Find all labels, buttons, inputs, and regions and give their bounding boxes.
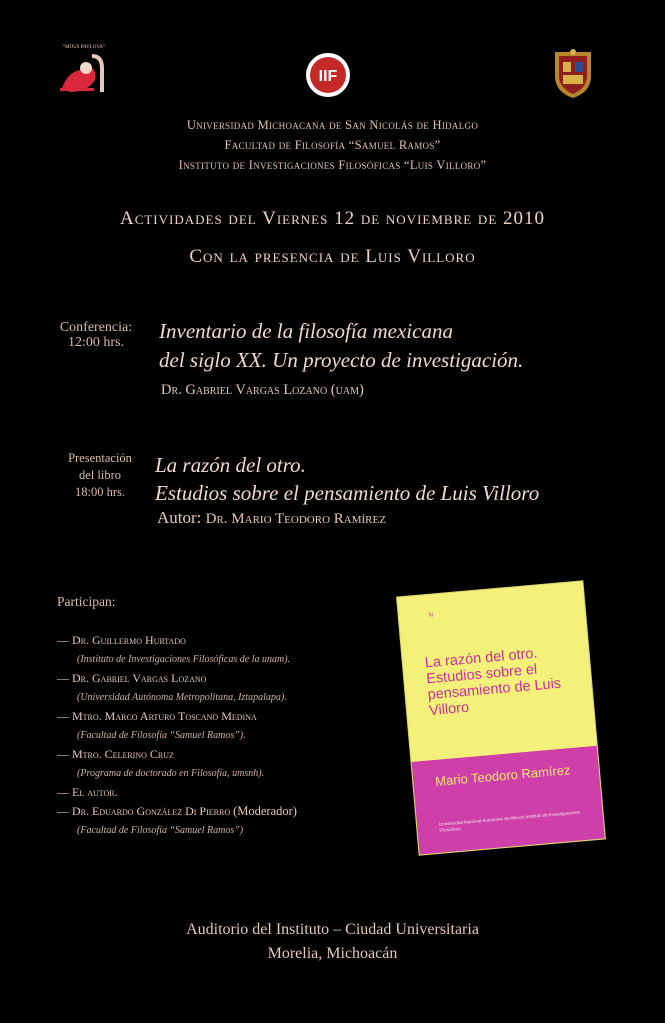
participant-affiliation: (Universidad Autónoma Metropolitana, Iztapalapa). (77, 692, 287, 703)
participant-affiliation: (Instituto de Investigaciones Filosóficas de la unam). (77, 654, 291, 665)
event-book-title-2: Estudios sobre el pensamiento de Luis Villoro (155, 481, 540, 505)
participant-affiliation: (Facultad de Filosofía “Samuel Ramos”) (77, 825, 244, 836)
logo-left-caption: “MOUS PAVLOVA” (62, 45, 106, 50)
book-cover-mark: N (428, 612, 434, 619)
event-book-type: Presentación (68, 451, 132, 465)
participants-heading: Participan: (57, 594, 116, 609)
event-book-subtype: del libro (78, 468, 121, 482)
book-cover-title: La razón del otro. Estudios sobre el pensamiento de Luis Villoro (424, 645, 562, 720)
event-book-author-prefix: Autor: (157, 508, 202, 527)
event-conference-title-1: Inventario de la filosofía mexicana (159, 319, 453, 343)
participant-name: — Mtro. Celerino Cruz (57, 747, 174, 761)
participant-moderator-row (57, 802, 397, 821)
participant-name: — Dr. Eduardo González Di Pierro (57, 804, 231, 818)
participants-list (57, 631, 397, 840)
book-cover-image (397, 581, 605, 854)
institution-faculty: Facultad de Filosofía “Samuel Ramos” (224, 138, 441, 152)
event-book-title-1: La razón del otro. (155, 453, 306, 477)
participant-role: (Moderador) (233, 804, 297, 818)
logo-iif (305, 52, 351, 98)
logo-iif-text: IIF (318, 68, 338, 85)
footer-city: Morelia, Michoacán (267, 945, 398, 962)
participant-name: — El autor. (57, 785, 118, 799)
participant-name: — Mtro. Marco Arturo Toscano Medina (57, 709, 257, 723)
event-book-author (157, 508, 386, 528)
participant-affiliation: (Facultad de Filosofía “Samuel Ramos”). (77, 730, 246, 741)
headline-presence: Con la presencia de Luis Villoro (189, 246, 476, 267)
headline-date: Actividades del Viernes 12 de noviembre de 2010 (119, 208, 546, 229)
event-book-author-name: Dr. Mario Teodoro Ramírez (205, 511, 386, 527)
event-conference-speaker: Dr. Gabriel Vargas Lozano (uam) (161, 382, 364, 398)
institution-university: Universidad Michoacana de San Nicolás de Hidalgo (186, 118, 479, 132)
event-book-time: 18:00 hrs. (75, 485, 125, 499)
event-conference-time: 12:00 hrs. (68, 335, 124, 350)
participant-name: — Dr. Gabriel Vargas Lozano (57, 671, 207, 685)
event-conference-type: Conferencia: (59, 320, 133, 335)
participant-affiliation: (Programa de doctorado en Filosofía, umsnh). (77, 768, 265, 779)
book-cover-author: Mario Teodoro Ramírez (434, 762, 572, 789)
event-book-label (55, 450, 145, 501)
footer-venue: Auditorio del Instituto – Ciudad Universitaria (186, 921, 479, 938)
event-conference-label (48, 320, 144, 351)
book-cover-publisher: Universidad Nacional Autónoma de México Instituto de Investigaciones Filosóficas (438, 809, 581, 833)
institution-institute: Instituto de Investigaciones Filosóficas “Luis Villoro” (178, 158, 487, 172)
logo-left (54, 42, 114, 98)
logo-crest (549, 48, 597, 100)
participant-name: — Dr. Guillermo Hurtado (57, 633, 186, 647)
book-cover-band (411, 746, 604, 855)
event-conference-title-2: del siglo XX. Un proyecto de investigación. (159, 348, 524, 372)
